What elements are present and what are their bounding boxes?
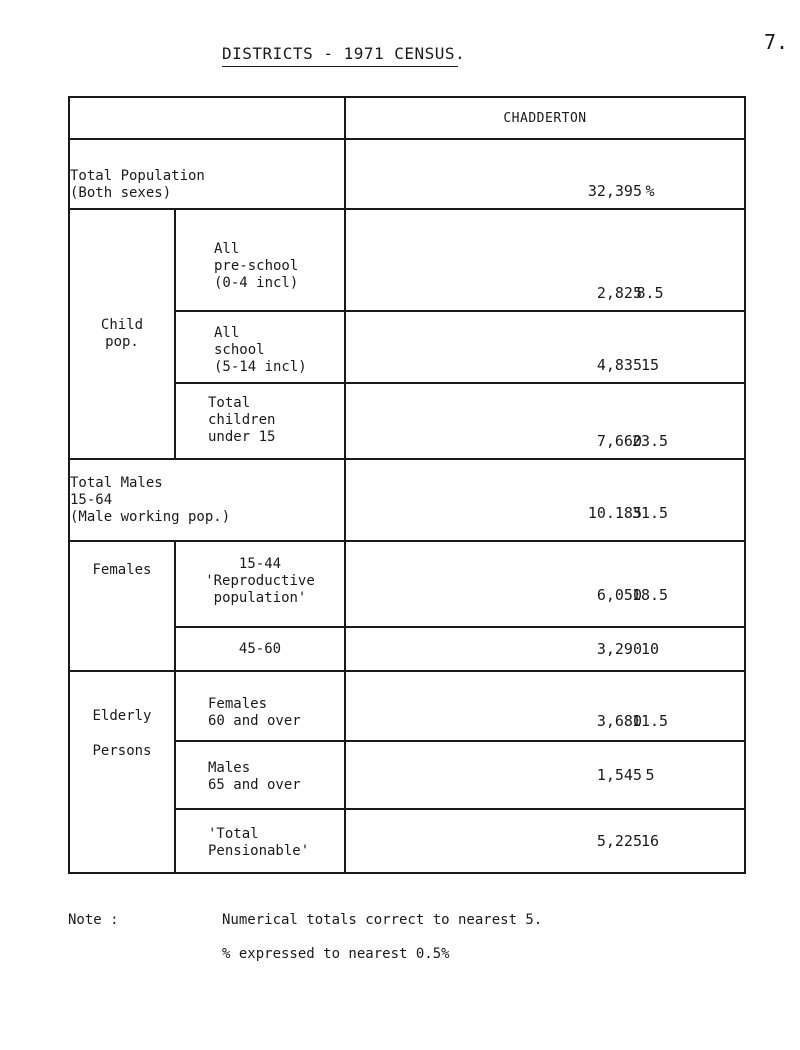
elderly-males-number: 1,545 [596,766,642,784]
females-45-60-value-cell [345,627,745,671]
header-row [69,97,745,139]
reproductive-label-line3: population' [213,590,307,606]
school-label-line3: (5-14 incl) [214,359,307,375]
total-children-label-line1: Total [208,395,251,411]
child-pop-label-line2: pop. [105,334,139,350]
table-row-preschool [69,209,745,311]
note-label: Note : [68,912,119,928]
elderly-label-line1: Elderly [92,708,152,724]
title-underline [222,66,458,67]
reproductive-pct: 18.5 [631,586,669,604]
total-population-label-line1: Total Population [70,168,205,184]
females-45-60-number: 3,290 [596,640,642,658]
table-row-total-males [69,459,745,541]
page-title: DISTRICTS - 1971 CENSUS. [222,44,466,63]
total-children-number: 7,660 [596,432,642,450]
reproductive-number: 6,050 [596,586,642,604]
elderly-females-label-line1: Females [208,696,268,712]
total-males-label-line2: 15-64 [70,492,113,508]
school-number: 4,835 [596,356,642,374]
school-label-line1: All [214,325,240,341]
pensionable-value-cell [345,809,745,873]
total-males-number: 10.185 [587,504,642,522]
reproductive-label-line2: 'Reproductive [205,573,315,589]
pensionable-number: 5,225 [596,832,642,850]
school-value-cell [345,311,745,383]
total-children-pct: 23.5 [631,432,669,450]
table-row-elderly-females [69,671,745,741]
elderly-females-label-line2: 60 and over [208,713,301,729]
total-population-pct: % [645,182,655,200]
females-group-label: Females [69,541,175,671]
child-pop-label-line1: Child [100,317,144,333]
school-label-line2: school [214,342,265,358]
elderly-males-label-line1: Males [208,760,251,776]
pensionable-label-line2: Pensionable' [208,843,310,859]
table-row-total-population [69,139,745,209]
preschool-pct: 8.5 [636,284,664,302]
total-population-label-line2: (Both sexes) [70,185,172,201]
reproductive-label [175,541,345,627]
total-males-label-line3: (Male working pop.) [70,509,231,525]
elderly-females-pct: 11.5 [631,712,669,730]
total-males-pct: 31.5 [631,504,669,522]
table-row-reproductive [69,541,745,627]
pensionable-label-line1: 'Total [208,826,259,842]
females-45-60-pct: 10 [640,640,660,658]
preschool-value-cell [345,209,745,311]
total-population-label [69,139,345,209]
preschool-label-line3: (0-4 incl) [214,275,299,291]
elderly-males-value-cell [345,741,745,809]
elderly-females-number: 3,680 [596,712,642,730]
total-population-number: 32,395 [587,182,642,200]
school-label [175,311,345,383]
page-number: 7. [764,30,789,54]
total-children-value-cell [345,383,745,459]
reproductive-label-line1: 15-44 [238,556,282,572]
total-children-label-line3: under 15 [208,429,276,445]
elderly-males-pct: 5 [645,766,655,784]
elderly-females-value-cell [345,671,745,741]
pensionable-label [175,809,345,873]
total-population-value-cell [345,139,745,209]
total-males-label [69,459,345,541]
header-empty-cell [69,97,345,139]
elderly-males-label-line2: 65 and over [208,777,301,793]
total-children-label [175,383,345,459]
total-males-label-line1: Total Males [70,475,163,491]
females-45-60-label: 45-60 [175,627,345,671]
preschool-label [175,209,345,311]
column-header: CHADDERTON [345,97,745,139]
preschool-label-line1: All [214,241,240,257]
note-line-2: % expressed to nearest 0.5% [222,946,450,962]
pensionable-pct: 16 [640,832,660,850]
elderly-label-line2: Persons [92,743,152,759]
note-line-1: Numerical totals correct to nearest 5. [222,912,543,928]
elderly-males-label [175,741,345,809]
school-pct: 15 [640,356,660,374]
elderly-persons-group-label [69,671,175,873]
census-table [68,96,746,874]
preschool-number: 2,825 [596,284,642,302]
elderly-females-label [175,671,345,741]
total-males-value-cell [345,459,745,541]
reproductive-value-cell [345,541,745,627]
preschool-label-line2: pre-school [214,258,299,274]
child-pop-group-label [69,209,175,459]
total-children-label-line2: children [208,412,276,428]
